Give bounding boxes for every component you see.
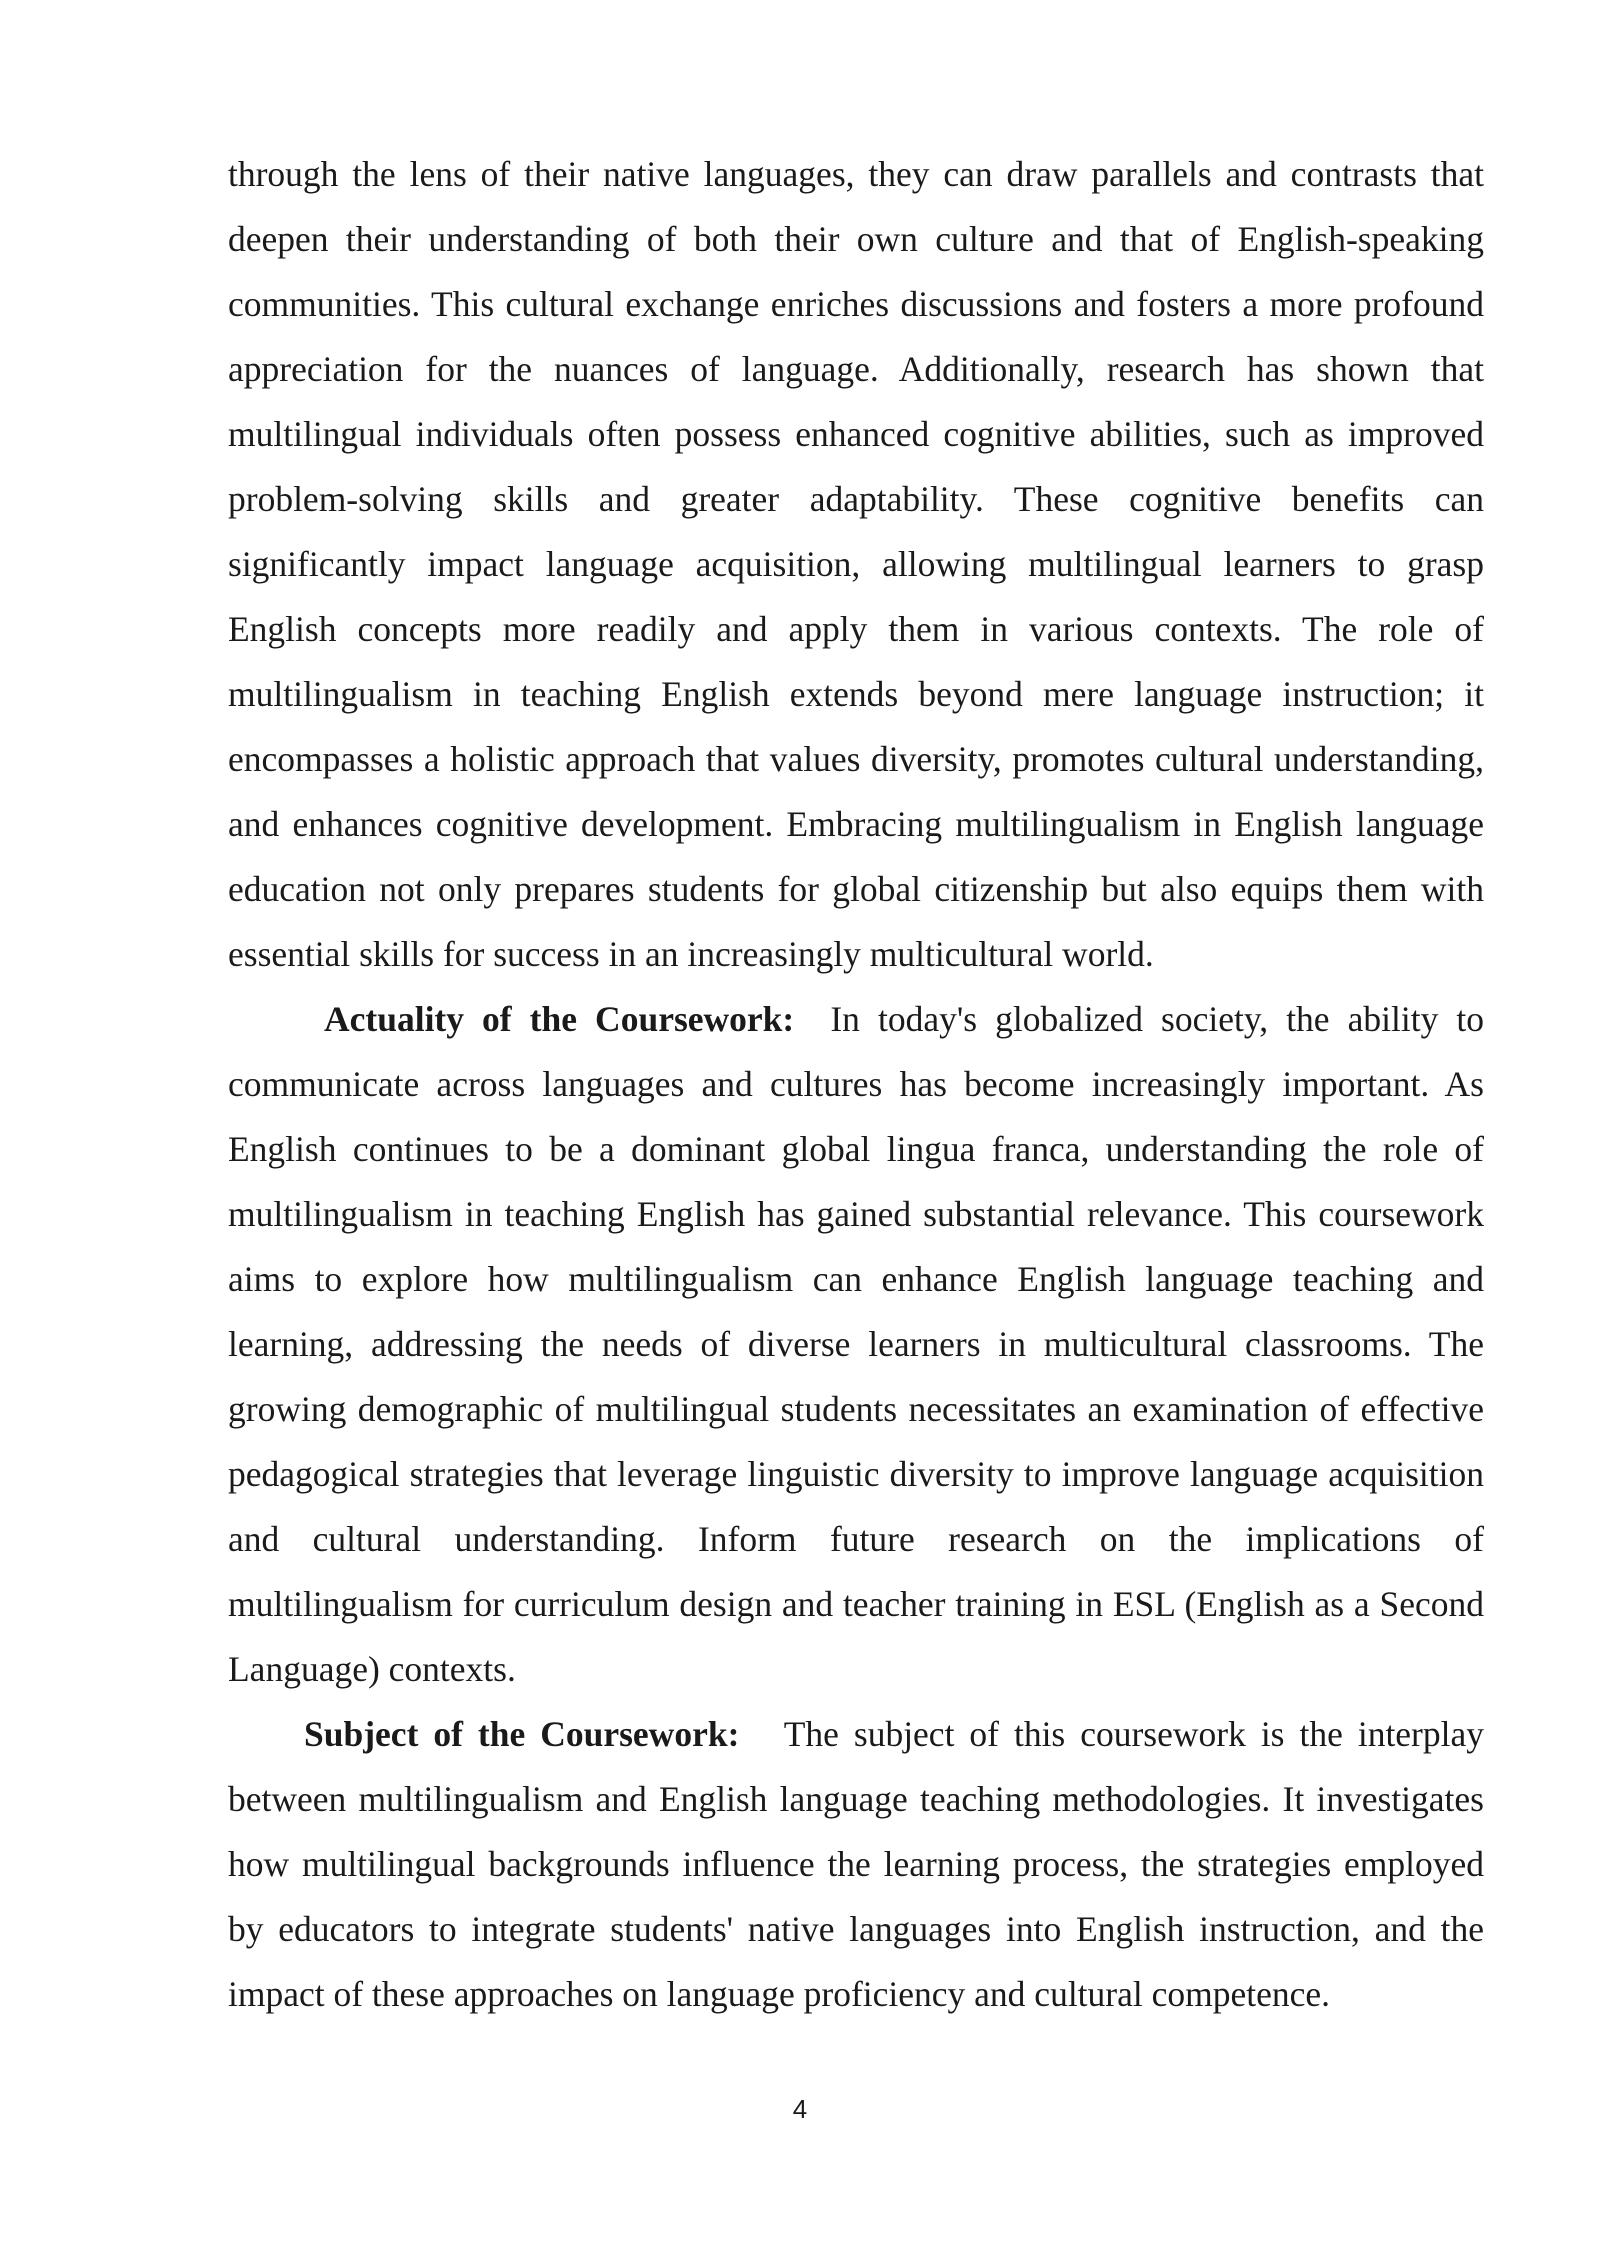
paragraph-actuality-text: In today's globalized society, the ability to communicate across languages and cultures has become increasingly important. As English continues to be a dominant global lingua franca, understanding the role of multilingualism in teaching English has gained substantial relevance. This coursework aims to explore how multilingualism can enhance English language teaching and learning, addressing the needs of diverse learners in multicultural classrooms. The growing demographic of multilingual students necessitates an examination of effective pedagogical strategies that leverage linguistic diversity to improve language acquisition and cultural understanding. Inform future research on the implications of multilingualism for curriculum design and teacher training in ESL (English as a Second Language) contexts. [228,999,1484,1689]
paragraph-continuation: through the lens of their native languages, they can draw parallels and contrasts that deepen their understanding of both their own culture and that of English-speaking communities. This cultural exchange enriches discussions and fosters a more profound appreciation for the nuances of language. Additionally, research has shown that multilingual individuals often possess enhanced cognitive abilities, such as improved problem-solving skills and greater adaptability. These cognitive benefits can significantly impact language acquisition, allowing multilingual learners to grasp English concepts more readily and apply them in various contexts. The role of multilingualism in teaching English extends beyond mere language instruction; it encompasses a holistic approach that values diversity, promotes cultural understanding, and enhances cognitive development. Embracing multilingualism in English language education not only prepares students for global citizenship but also equips them with essential skills for success in an increasingly multicultural world. [228,154,1484,974]
paragraph-subject-text: The subject of this coursework is the interplay between multilingualism and English language teaching methodologies. It investigates how multilingual backgrounds influence the learning process, the strategies employed by educators to integrate students' native languages into English instruction, and the impact of these approaches on language proficiency and cultural competence. [228,1714,1484,2014]
paragraph-actuality [228,987,1484,1702]
paragraph-subject [228,1702,1484,2027]
heading-subject: Subject of the Coursework: [304,1714,740,1754]
page-number: 4 [792,2094,808,2124]
page-body [228,142,1484,2027]
heading-actuality: Actuality of the Coursework: [324,999,795,1039]
